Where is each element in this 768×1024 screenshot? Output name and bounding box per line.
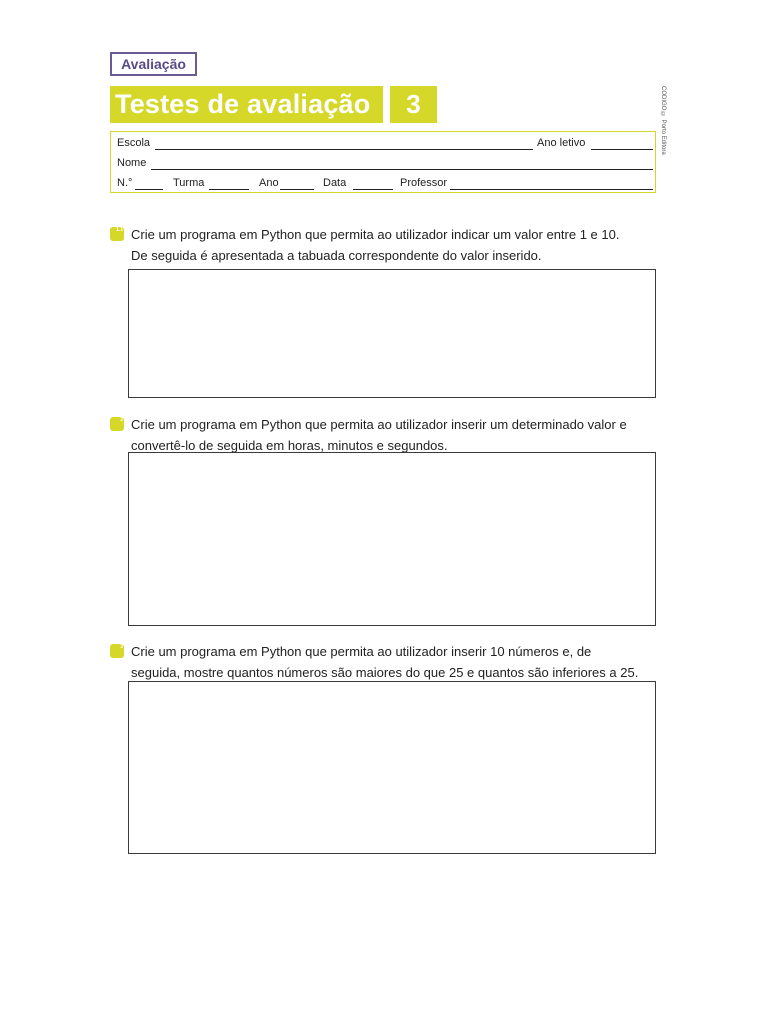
answer-box-1[interactable] [128,269,656,398]
field-data[interactable] [353,189,393,190]
question-2-text [131,414,661,456]
student-info-box [110,131,656,193]
answer-box-2[interactable] [128,452,656,626]
copyright-note: CODIGO © Porto Editora [660,86,666,155]
question-1-text [131,224,661,266]
info-row-details [117,176,653,190]
label-ano-letivo: Ano letivo [537,137,586,149]
field-ano-letivo[interactable] [591,149,653,150]
question-3-badge-icon: 3 [110,644,124,658]
page-title: Testes de avaliação [110,86,383,123]
question-2-badge-icon: 2 [110,417,124,431]
field-professor[interactable] [450,189,653,190]
label-ano: Ano [259,177,279,189]
label-professor: Professor [400,177,448,189]
label-turma: Turma [173,177,205,189]
label-numero: N.° [117,177,133,189]
field-numero[interactable] [135,189,163,190]
question-2-line-1: Crie um programa em Python que permita ao utilizador inserir um determinado valor e [131,417,627,432]
question-1-line-2: De seguida é apresentada a tabuada correspondente do valor inserido. [131,248,542,263]
field-nome[interactable] [151,169,653,170]
info-row-school [117,136,653,150]
section-tag: Avaliação [110,52,197,76]
question-1-line-1: Crie um programa em Python que permita ao utilizador indicar um valor entre 1 e 10. [131,227,620,242]
field-escola[interactable] [155,149,533,150]
answer-box-3[interactable] [128,681,656,854]
label-data: Data [323,177,347,189]
field-ano[interactable] [280,189,314,190]
question-3-line-2: seguida, mostre quantos números são maiores do que 25 e quantos são inferiores a 25. [131,665,639,680]
question-2-line-2: convertê-lo de seguida em horas, minutos e segundos. [131,438,448,453]
test-number: 3 [390,86,437,123]
question-3-text [131,641,661,683]
field-turma[interactable] [209,189,249,190]
label-escola: Escola [117,137,151,149]
question-3-line-1: Crie um programa em Python que permita ao utilizador inserir 10 números e, de [131,644,592,659]
label-nome: Nome [117,157,147,169]
info-row-name [117,156,653,170]
question-1-badge-icon: 1.1 [110,227,124,241]
